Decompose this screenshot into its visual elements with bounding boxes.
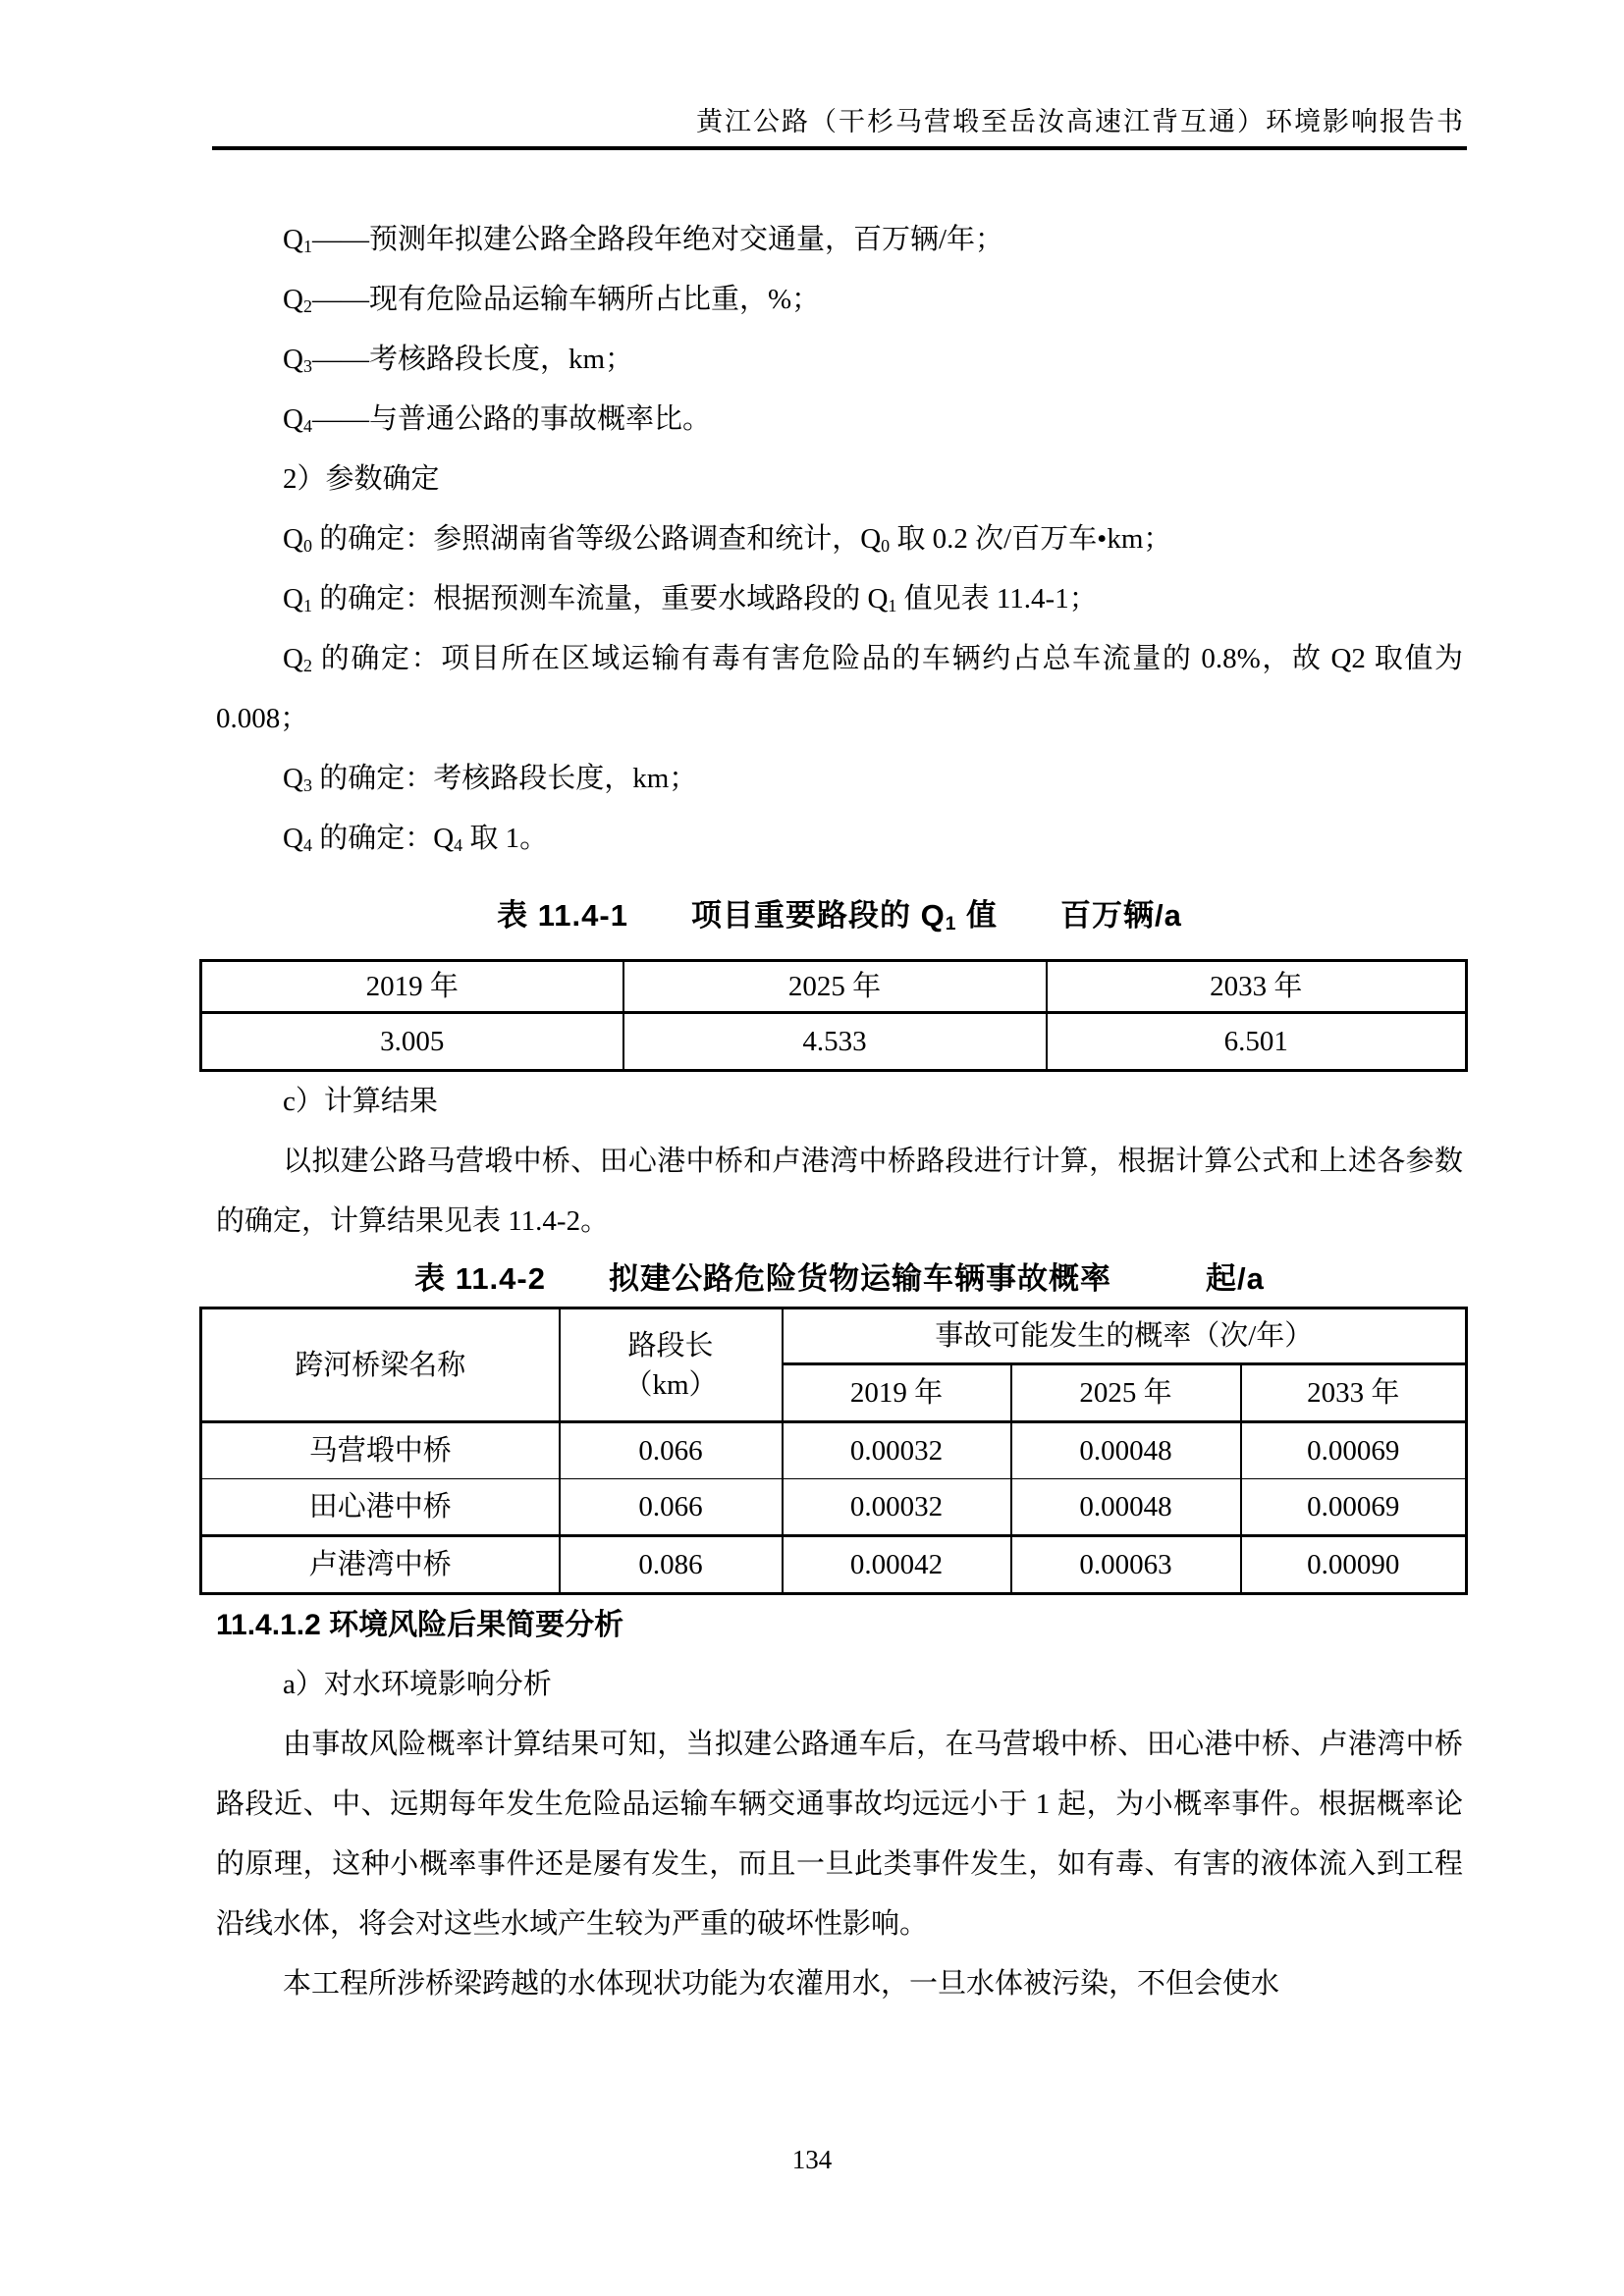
paragraph-q3-definition: $Q_3——$考核路段长度，km；	[283, 344, 633, 376]
column-header-year-2019: 2019 年	[783, 1364, 1011, 1422]
value-2033: 6.501	[1047, 1013, 1467, 1071]
paragraph-q3-determination: $Q_3$ 的确定：考核路段长度，km；	[283, 763, 698, 795]
page-content	[216, 210, 1463, 2014]
table-row	[201, 1013, 1467, 1071]
value-2025: 4.533	[623, 1013, 1047, 1071]
probability-2019: 0.00032	[783, 1422, 1011, 1479]
probability-2033: 0.00069	[1241, 1479, 1467, 1536]
column-header-segment-length	[560, 1308, 783, 1422]
segment-length: 0.066	[560, 1479, 783, 1536]
segment-length: 0.086	[560, 1536, 783, 1594]
segment-length-line1: 路段长	[627, 1329, 714, 1362]
paragraph-q2-determination: $Q_2$ 的确定：项目所在区域运输有毒有害危险品的车辆约占总车流量的 0.8%，故 Q2 取值为 0.008；	[216, 643, 1463, 734]
paragraph-calc-result-text: 以拟建公路马营塅中桥、田心港中桥和卢港湾中桥路段进行计算，根据计算公式和上述各参数的确定，计算结果见表 11.4-2。	[216, 1146, 1463, 1237]
bridge-name: 卢港湾中桥	[201, 1536, 560, 1594]
probability-2019: 0.00032	[783, 1479, 1011, 1536]
paragraph-parameters-heading: 2）参数确定	[283, 463, 440, 495]
table-row-mayingduan	[201, 1422, 1467, 1479]
table-11-4-2-header-row-1	[201, 1308, 1467, 1364]
probability-2033: 0.00090	[1241, 1536, 1467, 1594]
table-11-4-2-caption: 表 11.4-2 拟建公路危险货物运输车辆事故概率 起/a	[414, 1261, 1265, 1296]
column-header-year-2033: 2033 年	[1241, 1364, 1467, 1422]
segment-length: 0.066	[560, 1422, 783, 1479]
table-11-4-2	[199, 1307, 1468, 1595]
paragraph-q0-determination: $Q_0$ 的确定：参照湖南省等级公路调查和统计，$Q_0$ 取 0.2 次/百万车•km；	[283, 523, 1172, 556]
probability-2025: 0.00048	[1011, 1479, 1241, 1536]
paragraph-water-impact-text: 由事故风险概率计算结果可知，当拟建公路通车后，在马营塅中桥、田心港中桥、卢港湾中桥路段近、中、远期每年发生危险品运输车辆交通事故均远远小于 1 起，为小概率事件。根据概率论的原理，这种小概率事件还是屡有发生，而且一旦此类事件发生，如有毒、有害的液体流入到工程沿线水体，将会对这些水域产生较为严重的破坏性影响。	[216, 1729, 1463, 1940]
probability-2033: 0.00069	[1241, 1422, 1467, 1479]
value-2019: 3.005	[201, 1013, 623, 1071]
paragraph-calc-result-heading: c）计算结果	[283, 1086, 438, 1117]
paragraph-irrigation-water-text: 本工程所涉桥梁跨越的水体现状功能为农灌用水，一旦水体被污染，不但会使水	[283, 1968, 1280, 2000]
paragraph-q4-determination: $Q_4$ 的确定：$Q_4$ 取 1。	[283, 823, 549, 855]
paragraph-q2-definition: $Q_2——$现有危险品运输车辆所占比重，%；	[283, 284, 821, 316]
column-header-2019: 2019 年	[201, 961, 623, 1013]
column-header-2025: 2025 年	[623, 961, 1047, 1013]
header-rule	[212, 146, 1467, 150]
running-header-title: 黄江公路（干杉马营塅至岳汝高速江背互通）环境影响报告书	[696, 107, 1465, 136]
column-header-year-2025: 2025 年	[1011, 1364, 1241, 1422]
table-11-4-1-caption: 表 11.4-1 项目重要路段的 $Q_1$ 值 百万辆/a	[497, 898, 1182, 935]
column-header-accident-probability: 事故可能发生的概率（次/年）	[783, 1308, 1467, 1364]
probability-2025: 0.00048	[1011, 1422, 1241, 1479]
table-row-tianxingang	[201, 1479, 1467, 1536]
section-heading-11-4-1-2: 11.4.1.2 环境风险后果简要分析	[216, 1609, 624, 1641]
probability-2019: 0.00042	[783, 1536, 1011, 1594]
segment-length-line2: （km）	[623, 1368, 718, 1401]
bridge-name: 田心港中桥	[201, 1479, 560, 1536]
paragraph-q4-definition: $Q_4——$与普通公路的事故概率比。	[283, 403, 711, 436]
table-row-lugangwan	[201, 1536, 1467, 1594]
table-11-4-1	[199, 959, 1468, 1072]
page-number: 134	[791, 2145, 833, 2174]
paragraph-water-impact-heading: a）对水环境影响分析	[283, 1669, 552, 1700]
column-header-2033: 2033 年	[1047, 961, 1467, 1013]
paragraph-q1-determination: $Q_1$ 的确定：根据预测车流量，重要水域路段的 $Q_1$ 值见表 11.4-1；	[283, 583, 1098, 615]
column-header-bridge-name: 跨河桥梁名称	[201, 1308, 560, 1422]
probability-2025: 0.00063	[1011, 1536, 1241, 1594]
bridge-name: 马营塅中桥	[201, 1422, 560, 1479]
paragraph-q1-definition: $Q_1——$预测年拟建公路全路段年绝对交通量，百万辆/年；	[283, 224, 1003, 256]
table-11-4-1-header-row	[201, 961, 1467, 1013]
